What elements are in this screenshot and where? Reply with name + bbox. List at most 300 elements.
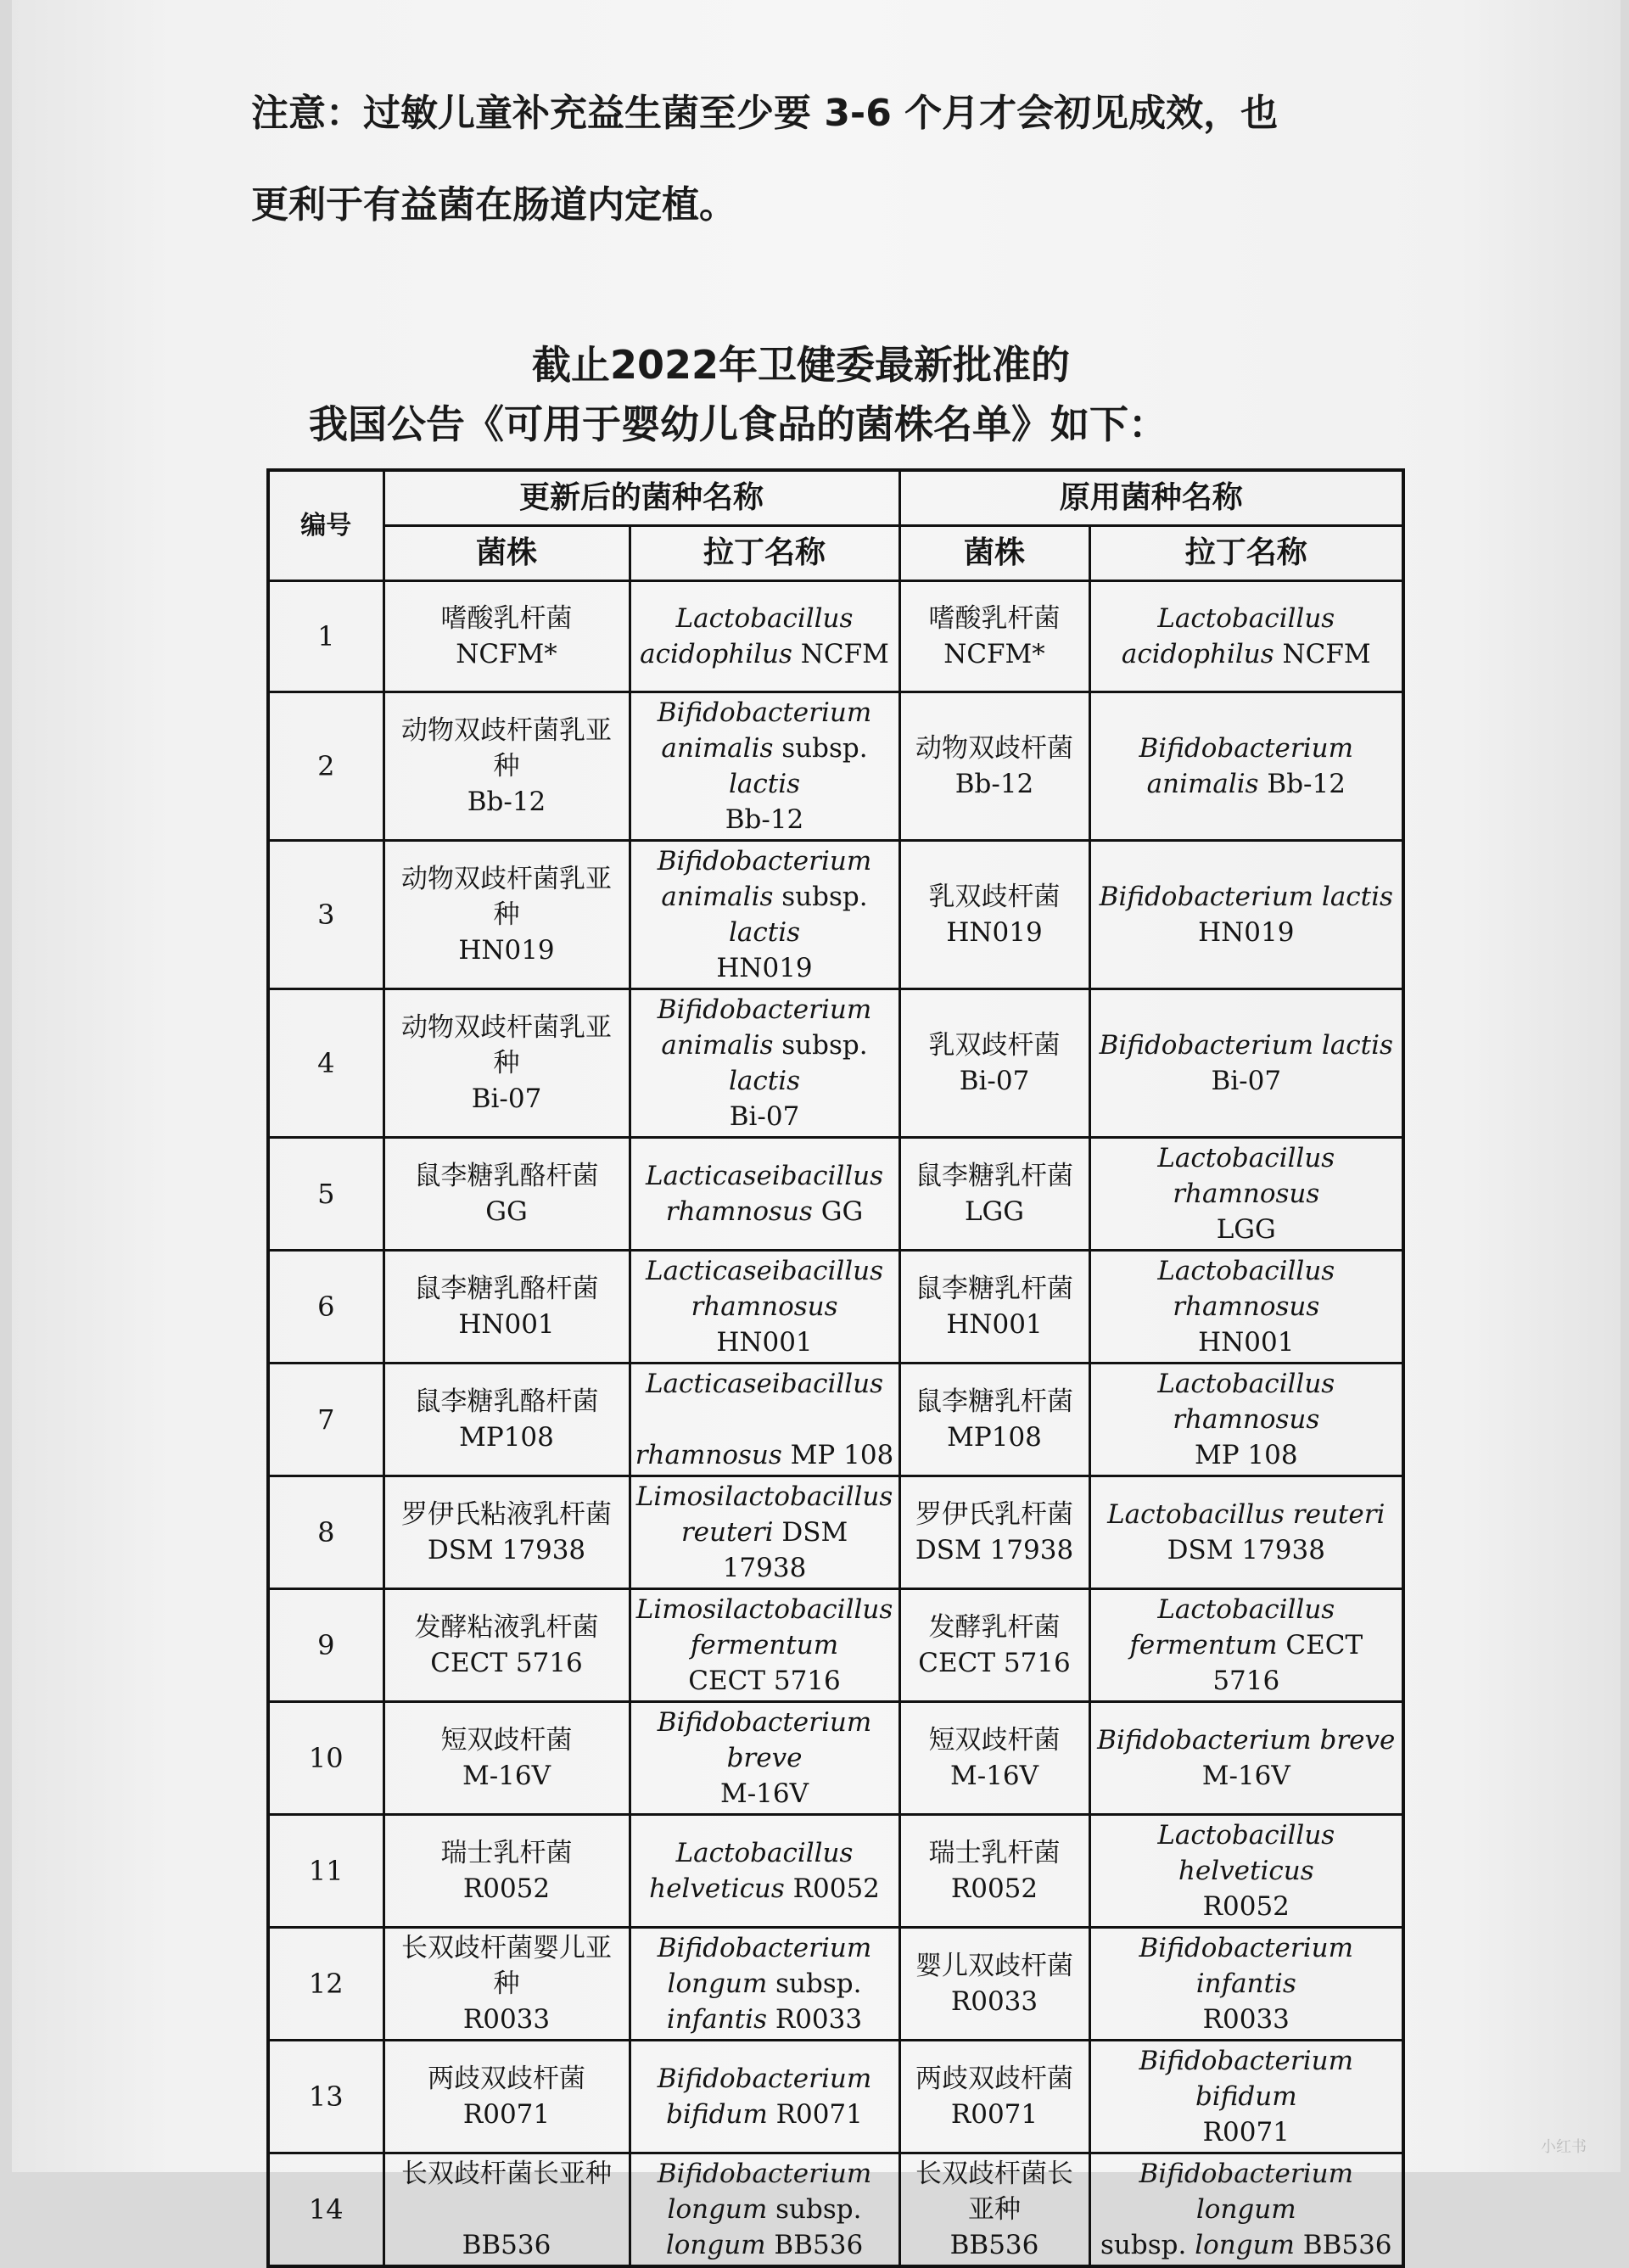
strain-code-text: HN019 [1198,917,1295,948]
cell-text-line: 两歧双歧杆菌 [915,2064,1074,2094]
column-header-strain: 菌株 [383,526,630,581]
updated-strain-name [383,841,630,989]
strain-code-text: HN001 [1198,1327,1295,1358]
latin-species-text: helveticus [649,1873,785,1904]
cell-text-line [1122,639,1371,669]
strain-code-text: M-16V [1201,1761,1290,1791]
cell-text-line [1157,1369,1335,1435]
latin-species-text: Lactobacillus rhamnosus [1157,1256,1335,1322]
original-strain-name [899,841,1089,989]
latin-species-text: Lacticaseibacillus [645,1369,884,1399]
cell-text-line: 嗜酸乳杆菌 [928,603,1061,634]
strain-code-text: DSM [773,1517,848,1548]
updated-latin-name [630,2153,899,2267]
row-number: 12 [268,1928,383,2041]
document-title [309,335,1268,454]
latin-species-text: Bifidobacterium breve [1097,1725,1396,1756]
cell-text-line [1100,1030,1393,1061]
table-row [268,1589,1403,1702]
row-number: 10 [268,1702,383,1815]
cell-text-line: 亚种 [968,2194,1022,2225]
strain-code-text: subsp. [773,1030,868,1061]
cell-text-line: 种 [493,1048,520,1078]
cell-text-line: 两歧双歧杆菌 [428,2064,585,2094]
row-number: 4 [268,989,383,1138]
cell-text-line [1217,1214,1276,1245]
latin-species-text: Bifidobacterium [657,846,872,876]
strain-code-text: CECT 5716 [1212,1630,1363,1696]
latin-species-text: lactis [728,1066,801,1096]
cell-text-line: 鼠李糖乳杆菌 [915,1274,1074,1304]
cell-text-line: 长双歧杆菌长亚种 [401,2159,612,2189]
cell-text-line [636,1481,893,1512]
latin-species-text: Bifidobacterium [1139,733,1353,764]
column-group-updated: 更新后的菌种名称 [383,470,899,526]
cell-text-line [668,2194,862,2225]
strain-code-text: Bi-07 [729,1101,800,1132]
updated-strain-name [383,1702,630,1815]
cell-text-line [661,882,867,948]
cell-text-line [1157,1594,1335,1625]
cell-text-line: M-16V [949,1761,1039,1791]
strain-code-text: subsp. [1100,2230,1195,2260]
table-row [268,1815,1403,1928]
cell-text-line: R0071 [950,2099,1038,2130]
original-strain-name [899,1928,1089,2041]
cell-text-line [649,1873,880,1904]
cell-text-line: NCFM* [456,639,557,669]
row-number: 7 [268,1364,383,1476]
cell-text-line [636,1594,893,1625]
title-line-2: 我国公告《可用于婴幼儿食品的菌株名单》如下： [309,401,1167,447]
strain-code-text: R0033 [1202,2004,1290,2035]
cell-text-line [1203,2117,1290,2148]
latin-species-text: longum [667,2194,768,2225]
notice-line-1: 注意：过敏儿童补充益生菌至少要 3-6 个月才会初见成效，也 [251,92,1279,135]
cell-text-line: 短双歧杆菌 [440,1725,573,1756]
original-strain-name [899,1251,1089,1364]
table-row [268,1251,1403,1364]
cell-text-line [730,1101,800,1132]
cell-text-line: 瑞士乳杆菌 [440,1838,573,1868]
latin-species-text: infantis [666,2004,767,2035]
updated-strain-name [383,581,630,692]
cell-text-line: 瑞士乳杆菌 [928,1838,1061,1868]
cell-text-line [640,639,889,669]
cell-text-line [658,697,871,728]
title-line-1: 截止2022年卫健委最新批准的 [531,342,1071,388]
cell-text-line [1129,1630,1363,1696]
cell-text-line [666,2230,863,2260]
strain-code-text: Bb-12 [1258,769,1346,799]
original-latin-name [1089,1702,1403,1815]
original-strain-name [899,989,1089,1138]
latin-species-text: Bifidobacterium longum [1139,2159,1353,2225]
cell-text-line: MP108 [947,1422,1042,1453]
strain-code-text: DSM 17938 [1167,1535,1325,1565]
strain-code-text: Bb-12 [725,804,804,835]
cell-text-line: 种 [493,1968,520,1999]
document-page [12,0,1621,2260]
updated-latin-name [630,1815,899,1928]
latin-species-text: lactis [728,769,801,799]
latin-species-text: Bifidobacterium breve [657,1707,872,1773]
cell-text-line [1107,1499,1385,1530]
cell-text-line [676,1838,854,1868]
cell-text-line: 长双歧杆菌长 [915,2159,1074,2189]
cell-text-line [691,1291,837,1322]
original-strain-name [899,1138,1089,1251]
cell-text-line [1198,1327,1294,1358]
table-row [268,1928,1403,2041]
table-row [268,1138,1403,1251]
cell-text-line [723,1553,807,1583]
cell-text-line: CECT 5716 [430,1648,583,1678]
table-row [268,989,1403,1138]
cell-text-line [661,1030,867,1096]
latin-species-text: animalis [661,1030,774,1061]
latin-species-text: Lactobacillus rhamnosus [1157,1369,1335,1435]
original-strain-name [899,1476,1089,1589]
original-latin-name [1089,1364,1403,1476]
latin-species-text: Bifidobacterium lactis [1099,1030,1393,1061]
column-header-latin-original: 拉丁名称 [1089,526,1403,581]
updated-latin-name [630,989,899,1138]
cell-text-line: 鼠李糖乳杆菌 [915,1386,1074,1417]
updated-latin-name [630,1251,899,1364]
latin-species-text: Lactobacillus [675,1838,854,1868]
cell-text-line: 动物双歧杆菌 [915,733,1074,764]
updated-strain-name [383,1476,630,1589]
cell-text-line: 嗜酸乳杆菌 [440,603,573,634]
strain-code-text: NCFM [1274,639,1371,669]
updated-latin-name [630,1138,899,1251]
column-header-strain-original: 菌株 [899,526,1089,581]
cell-text-line [666,1196,863,1227]
row-number: 8 [268,1476,383,1589]
latin-species-text: Bifidobacterium bifidum [1139,2046,1353,2112]
updated-latin-name [630,1364,899,1476]
strain-code-text: MP 108 [1194,1440,1298,1470]
latin-species-text: fermentum [690,1630,839,1660]
row-number: 13 [268,2041,383,2153]
notice-paragraph [251,68,1456,251]
updated-latin-name [630,1928,899,2041]
cell-text-line: 婴儿双歧杆菌 [915,1951,1074,1981]
cell-text-line: R0052 [462,1873,551,1904]
row-number: 2 [268,692,383,841]
strain-code-text: R0052 [1202,1891,1290,1922]
cell-text-line: 乳双歧杆菌 [928,1030,1061,1061]
cell-text-line: R0033 [462,2004,551,2035]
cell-text-line: 动物双歧杆菌乳亚 [401,1012,612,1043]
original-latin-name [1089,1589,1403,1702]
updated-strain-name [383,1589,630,1702]
cell-text-line [658,2159,871,2189]
original-strain-name [899,2041,1089,2153]
row-number: 11 [268,1815,383,1928]
latin-species-text: acidophilus [1121,639,1274,669]
original-strain-name [899,2153,1089,2267]
latin-species-text: Bifidobacterium [657,2159,872,2189]
latin-species-text: Bifidobacterium [657,697,872,728]
cell-text-line: NCFM* [943,639,1045,669]
strain-code-text: R0052 [784,1873,880,1904]
cell-text-line [1139,2046,1353,2112]
original-latin-name [1089,2041,1403,2153]
cell-text-line: Bb-12 [467,787,546,817]
cell-text-line: Bi-07 [959,1066,1030,1096]
updated-latin-name [630,692,899,841]
original-latin-name [1089,2153,1403,2267]
original-strain-name [899,1815,1089,1928]
latin-species-text: longum [665,2230,766,2260]
cell-text-line [691,1630,838,1660]
cell-text-line [1157,1820,1335,1886]
cell-text-line [1139,733,1353,764]
row-number: 5 [268,1138,383,1251]
original-latin-name [1089,692,1403,841]
strain-code-text: HN001 [716,1327,813,1358]
cell-text-line: 乳双歧杆菌 [928,882,1061,912]
cell-text-line [681,1517,848,1548]
column-header-number: 编号 [268,470,383,581]
table-header-row-2 [268,526,1403,581]
strain-code-text: R0033 [767,2004,863,2035]
original-latin-name [1089,1251,1403,1364]
cell-text-line [1097,1725,1395,1756]
cell-text-line [1139,2159,1353,2225]
cell-text-line [658,2064,871,2094]
column-header-latin: 拉丁名称 [630,526,899,581]
latin-species-text: bifidum [666,2099,768,2130]
updated-latin-name [630,581,899,692]
original-latin-name [1089,841,1403,989]
strain-code-text: subsp. [773,733,868,764]
cell-text-line: LGG [964,1196,1025,1227]
latin-species-text: longum [1195,2230,1295,2260]
cell-text-line: 动物双歧杆菌乳亚 [401,864,612,894]
cell-text-line: 短双歧杆菌 [928,1725,1061,1756]
cell-text-line: BB536 [462,2230,551,2260]
cell-text-line: 发酵乳杆菌 [928,1612,1061,1643]
latin-species-text: animalis [1146,769,1259,799]
cell-text-line: 种 [493,751,520,781]
column-group-original: 原用菌种名称 [899,470,1403,526]
latin-species-text: Limosilactobacillus [635,1594,893,1625]
cell-text-line: R0052 [950,1873,1038,1904]
cell-text-line [688,1666,841,1696]
cell-text-line [635,1440,894,1470]
cell-text-line: R0033 [950,1986,1038,2017]
original-latin-name [1089,1928,1403,2041]
latin-species-text: Lactobacillus reuteri [1107,1499,1385,1530]
updated-strain-name [383,1364,630,1476]
original-strain-name [899,692,1089,841]
strain-code-text: 17938 [722,1553,807,1583]
latin-species-text: lactis [728,917,801,948]
cell-text-line [720,1778,809,1809]
cell-text-line [1100,882,1393,912]
cell-text-line [667,2004,862,2035]
cell-text-line: BB536 [949,2230,1039,2260]
table-row [268,1476,1403,1589]
updated-latin-name [630,1476,899,1589]
cell-text-line: 鼠李糖乳杆菌 [915,1161,1074,1191]
strain-code-text: subsp. [767,1968,862,1999]
original-strain-name [899,1702,1089,1815]
row-number: 6 [268,1251,383,1364]
cell-text-line [716,1327,812,1358]
updated-strain-name [383,2153,630,2267]
cell-text-line [676,603,854,634]
latin-species-text: longum [667,1968,768,1999]
table-row [268,692,1403,841]
latin-species-text: reuteri [680,1517,774,1548]
strain-code-text: GG [812,1196,864,1227]
latin-species-text: Lactobacillus [675,603,854,634]
latin-species-text: animalis [661,882,774,912]
original-latin-name [1089,581,1403,692]
updated-strain-name [383,2041,630,2153]
strain-code-text: BB536 [765,2230,864,2260]
cell-text-line: R0071 [462,2099,551,2130]
cell-text-line [1198,917,1294,948]
cell-text-line: CECT 5716 [918,1648,1071,1678]
cell-text-line [1157,603,1335,634]
latin-species-text: Lactobacillus [1157,603,1335,634]
cell-text-line [1157,1256,1335,1322]
cell-text-line: 长双歧杆菌婴儿亚 [401,1933,612,1963]
original-latin-name [1089,1815,1403,1928]
latin-species-text: Lactobacillus helveticus [1157,1820,1335,1886]
table-row [268,1702,1403,1815]
cell-text-line [1203,2004,1290,2035]
cell-text-line: Bb-12 [954,769,1034,799]
notice-line-2: 更利于有益菌在肠道内定植。 [251,183,736,227]
updated-strain-name [383,1251,630,1364]
strain-code-text: R0071 [767,2099,863,2130]
latin-species-text: Limosilactobacillus [635,1481,893,1512]
cell-text-line: DSM 17938 [915,1535,1074,1565]
cell-text-line [661,733,867,799]
cell-text-line: 罗伊氏乳杆菌 [915,1499,1074,1530]
original-strain-name [899,1364,1089,1476]
row-number: 3 [268,841,383,989]
latin-species-text: Lacticaseibacillus [645,1256,884,1286]
updated-latin-name [630,841,899,989]
latin-species-text: Bifidobacterium [657,2064,872,2094]
cell-text-line [646,1256,883,1286]
cell-text-line: 发酵粘液乳杆菌 [414,1612,599,1643]
cell-text-line: M-16V [462,1761,551,1791]
cell-text-line [1139,1933,1353,1999]
cell-text-line: 罗伊氏粘液乳杆菌 [401,1499,612,1530]
strain-code-text: subsp. [767,2194,862,2225]
original-latin-name [1089,989,1403,1138]
cell-text-line: GG [485,1196,528,1227]
strain-code-text: LGG [1216,1214,1276,1245]
cell-text-line: HN019 [458,935,555,966]
cell-text-line [1195,1440,1298,1470]
table-row [268,2153,1403,2267]
table-header-row-1 [268,470,1403,526]
strain-code-text: M-16V [719,1778,809,1809]
latin-species-text: acidophilus [640,639,792,669]
original-strain-name [899,581,1089,692]
strain-code-text: CECT 5716 [688,1666,841,1696]
latin-species-text: rhamnosus [635,1440,782,1470]
strain-code-text: HN019 [716,953,813,983]
cell-text-line [716,953,812,983]
latin-species-text: rhamnosus [665,1196,813,1227]
updated-strain-name [383,1928,630,2041]
cell-text-line [668,1968,862,1999]
cell-text-line [1167,1535,1325,1565]
cell-text-line [725,804,804,835]
latin-species-text: Bifidobacterium [657,994,872,1025]
original-latin-name [1089,1138,1403,1251]
cell-text-line [1100,2230,1392,2260]
cell-text-line: 种 [493,899,520,930]
strain-code-text: BB536 [1294,2230,1392,2260]
updated-strain-name [383,989,630,1138]
strain-list-table [266,468,1405,2268]
latin-species-text: Lactobacillus rhamnosus [1157,1143,1335,1209]
latin-species-text: Bifidobacterium infantis [1139,1933,1353,1999]
row-number: 14 [268,2153,383,2267]
row-number: 1 [268,581,383,692]
latin-species-text: fermentum [1129,1630,1278,1660]
cell-text-line: Bi-07 [471,1084,542,1114]
cell-text-line: DSM 17938 [427,1535,586,1565]
cell-text-line: MP108 [459,1422,554,1453]
latin-species-text: animalis [661,733,774,764]
cell-text-line: HN001 [946,1309,1043,1340]
updated-strain-name [383,1815,630,1928]
strain-code-text: R0071 [1202,2117,1290,2148]
cell-text-line [646,1161,883,1191]
cell-text-line [658,846,871,876]
table-row [268,1364,1403,1476]
original-strain-name [899,1589,1089,1702]
cell-text-line [646,1369,883,1399]
updated-strain-name [383,692,630,841]
cell-text-line [1203,1891,1290,1922]
strain-code-text: NCFM [792,639,889,669]
strain-code-text: Bi-07 [1211,1066,1282,1096]
latin-species-text: Lacticaseibacillus [645,1161,884,1191]
latin-species-text: Bifidobacterium lactis [1099,882,1393,912]
cell-text-line [658,1933,871,1963]
updated-latin-name [630,1702,899,1815]
cell-text-line: HN019 [946,917,1043,948]
latin-species-text: rhamnosus [691,1291,838,1322]
updated-strain-name [383,1138,630,1251]
cell-text-line [658,1707,871,1773]
strain-code-text: subsp. [773,882,868,912]
strain-code-text: MP 108 [781,1440,894,1470]
cell-text-line: 鼠李糖乳酪杆菌 [414,1161,599,1191]
cell-text-line [1147,769,1346,799]
cell-text-line: 鼠李糖乳酪杆菌 [414,1386,599,1417]
table-row [268,2041,1403,2153]
updated-latin-name [630,1589,899,1702]
cell-text-line: 动物双歧杆菌乳亚 [401,715,612,746]
cell-text-line [666,2099,863,2130]
latin-species-text: Lactobacillus [1157,1594,1335,1625]
original-latin-name [1089,1476,1403,1589]
